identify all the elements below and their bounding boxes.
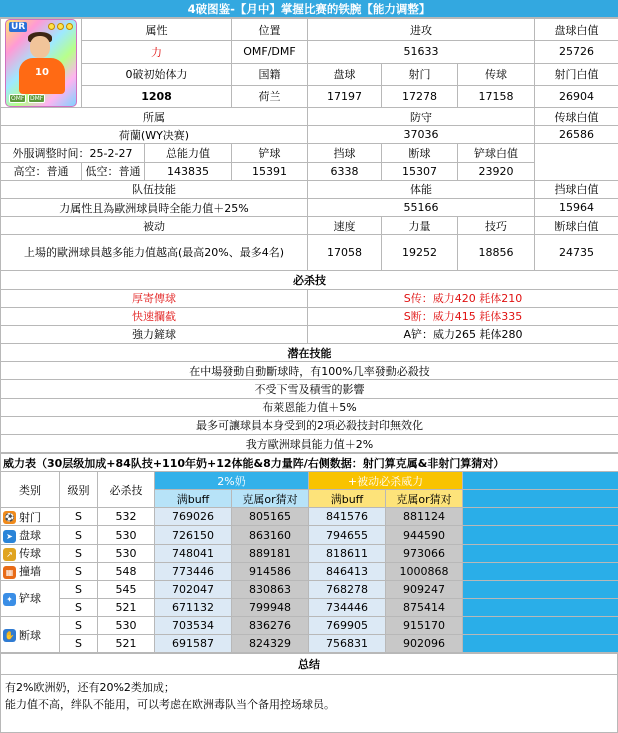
value-initial-stamina: 1208 xyxy=(82,85,232,107)
col-full-buff: 满buff xyxy=(309,490,386,508)
skill-name: 厚寄傳球 xyxy=(1,289,308,307)
adjust-date: 外服调整时间：25-2-27 xyxy=(1,144,145,162)
value-cell: 863160 xyxy=(232,526,309,544)
value-cell: 836276 xyxy=(232,616,309,634)
category-label: 传球 xyxy=(19,547,41,561)
blue-filler xyxy=(463,508,618,526)
category-label: 盘球 xyxy=(19,529,41,543)
value-defense: 37036 xyxy=(308,126,535,144)
skill-power-cell: 532 xyxy=(98,508,155,526)
label-block: 挡球 xyxy=(308,144,382,162)
potential-skill: 我方歐洲球員能力值＋2% xyxy=(1,435,618,453)
level-cell: S xyxy=(60,635,98,653)
value-cell: 748041 xyxy=(155,544,232,562)
value-strength: 19252 xyxy=(382,235,458,271)
skill-power-cell: 545 xyxy=(98,580,155,598)
value-cell: 875414 xyxy=(386,598,463,616)
value-cell: 671132 xyxy=(155,598,232,616)
value-nationality: 荷兰 xyxy=(232,85,308,107)
value-cell: 702047 xyxy=(155,580,232,598)
label-attribute: 属性 xyxy=(82,19,232,41)
skill-name: 強力鏟球 xyxy=(1,325,308,343)
value-cell: 769026 xyxy=(155,508,232,526)
value-cell: 799948 xyxy=(232,598,309,616)
label-attack: 进攻 xyxy=(308,19,535,41)
skill-desc: S断：威力415 耗体335 xyxy=(308,307,618,325)
label-shoot-white: 射门白值 xyxy=(535,63,618,85)
blue-filler xyxy=(463,472,618,490)
value-cell: 769905 xyxy=(309,616,386,634)
value-cell: 902096 xyxy=(386,635,463,653)
value-cell: 794655 xyxy=(309,526,386,544)
label-dribble-white: 盘球白值 xyxy=(535,19,618,41)
value-dribble-white: 25726 xyxy=(535,41,618,63)
player-card-image xyxy=(5,19,77,107)
label-passive: 被动 xyxy=(1,217,308,235)
player-shirt: 10 xyxy=(19,58,65,94)
value-technique: 18856 xyxy=(458,235,535,271)
position-tag: DMF xyxy=(30,95,44,102)
power-table-title: 威力表（30层级加成+84队技+110年奶+12体能&8力量阵/右侧数据：射门算克属&非射门算猜对） xyxy=(1,454,618,472)
label-intercept-white: 断球白值 xyxy=(535,217,618,235)
label-dribble: 盘球 xyxy=(308,63,382,85)
skill-desc: A铲：威力265 耗体280 xyxy=(308,325,618,343)
col-level: 级别 xyxy=(60,472,98,508)
skill-power-cell: 530 xyxy=(98,526,155,544)
value-stamina: 55166 xyxy=(308,198,535,216)
wall-pass-icon: ▦ xyxy=(3,566,16,579)
value-block-white: 15964 xyxy=(535,198,618,216)
value-cell: 734446 xyxy=(309,598,386,616)
summary-line: 能力值不高，绊队不能用，可以考虑在欧洲毒队当个备用控场球员。 xyxy=(5,698,335,712)
potential-skill: 在中場發動自動斷球時，有100%几率發動必殺技 xyxy=(1,362,618,380)
player-face xyxy=(30,36,50,58)
summary-table xyxy=(0,653,618,733)
value-cell: 805165 xyxy=(232,508,309,526)
category-label: 撞墙 xyxy=(19,565,41,579)
summary-header: 总结 xyxy=(1,654,618,675)
label-tackle-white: 铲球白值 xyxy=(458,144,535,162)
label-technique: 技巧 xyxy=(458,217,535,235)
label-pass: 传球 xyxy=(458,63,535,85)
skill-power-cell: 521 xyxy=(98,598,155,616)
star-icon xyxy=(57,23,64,30)
label-initial-stamina: 0破初始体力 xyxy=(82,63,232,85)
value-attack: 51633 xyxy=(308,41,535,63)
value-cell: 914586 xyxy=(232,562,309,580)
value-cell: 830863 xyxy=(232,580,309,598)
value-shoot-white: 26904 xyxy=(535,85,618,107)
value-intercept: 15307 xyxy=(382,162,458,180)
value-intercept-white: 24735 xyxy=(535,235,618,271)
blue-filler xyxy=(463,598,618,616)
section-potential-skills: 潜在技能 xyxy=(1,344,618,362)
skill-power-cell: 521 xyxy=(98,635,155,653)
section-special-skills: 必杀技 xyxy=(1,271,618,289)
blue-filler xyxy=(463,526,618,544)
value-cell: 703534 xyxy=(155,616,232,634)
col-counter: 克属or猜对 xyxy=(232,490,309,508)
value-cell: 691587 xyxy=(155,635,232,653)
page-title: 4破图鉴-【月中】掌握比赛的铁腕【能力调整】 xyxy=(0,0,618,18)
high-ball: 高空：普通 xyxy=(1,162,82,180)
label-team-skill: 队伍技能 xyxy=(1,180,308,198)
level-cell: S xyxy=(60,580,98,598)
info-table xyxy=(0,18,618,453)
potential-skill: 不受下雪及積雪的影響 xyxy=(1,380,618,398)
level-cell: S xyxy=(60,526,98,544)
value-cell: 818611 xyxy=(309,544,386,562)
value-cell: 909247 xyxy=(386,580,463,598)
label-stamina: 体能 xyxy=(308,180,535,198)
label-defense: 防守 xyxy=(308,108,535,126)
value-speed: 17058 xyxy=(308,235,382,271)
skill-power-cell: 530 xyxy=(98,544,155,562)
value-total-power: 143835 xyxy=(145,162,232,180)
skill-name: 快速攔截 xyxy=(1,307,308,325)
value-passive: 上場的歐洲球員越多能力值越高(最高20%、最多4名) xyxy=(1,235,308,271)
value-cell: 889181 xyxy=(232,544,309,562)
power-table xyxy=(0,453,618,653)
potential-skill: 最多可讓球員本身受到的2項必殺技封印無效化 xyxy=(1,416,618,434)
value-block: 6338 xyxy=(308,162,382,180)
value-attribute: 力 xyxy=(82,41,232,63)
label-pass-white: 传球白值 xyxy=(535,108,618,126)
low-ball: 低空：普通 xyxy=(82,162,145,180)
label-team: 所属 xyxy=(1,108,308,126)
value-cell: 915170 xyxy=(386,616,463,634)
label-shoot: 射门 xyxy=(382,63,458,85)
blue-filler xyxy=(463,562,618,580)
category-label: 射门 xyxy=(19,510,41,524)
value-cell: 1000868 xyxy=(386,562,463,580)
value-cell: 973066 xyxy=(386,544,463,562)
label-speed: 速度 xyxy=(308,217,382,235)
value-cell: 846413 xyxy=(309,562,386,580)
level-cell: S xyxy=(60,616,98,634)
col-skill-power: 必杀技 xyxy=(98,472,155,508)
value-cell: 824329 xyxy=(232,635,309,653)
category-label: 断球 xyxy=(19,628,41,642)
blue-filler xyxy=(463,616,618,634)
value-tackle-white: 23920 xyxy=(458,162,535,180)
star-icon xyxy=(66,23,73,30)
level-cell: S xyxy=(60,508,98,526)
col-full-buff: 满buff xyxy=(155,490,232,508)
blue-filler xyxy=(463,635,618,653)
value-team: 荷蘭(WY决赛) xyxy=(1,126,308,144)
value-team-skill: 力属性且為歐洲球員時全能力值＋25% xyxy=(1,198,308,216)
label-intercept: 断球 xyxy=(382,144,458,162)
label-total-power: 总能力值 xyxy=(145,144,232,162)
value-cell: 756831 xyxy=(309,635,386,653)
value-pass: 17158 xyxy=(458,85,535,107)
summary-line: 有2%欧洲奶，还有20%2类加成； xyxy=(5,681,175,695)
intercept-icon: ✋ xyxy=(4,631,15,641)
blue-filler xyxy=(463,490,618,508)
value-pass-white: 26586 xyxy=(535,126,618,144)
value-cell: 944590 xyxy=(386,526,463,544)
value-cell: 768278 xyxy=(309,580,386,598)
value-shoot: 17278 xyxy=(382,85,458,107)
tackle-icon: ✦ xyxy=(3,593,16,606)
value-tackle: 15391 xyxy=(232,162,308,180)
value-position: OMF/DMF xyxy=(232,41,308,63)
label-position: 位置 xyxy=(232,19,308,41)
label-block-white: 挡球白值 xyxy=(535,180,618,198)
level-cell: S xyxy=(60,544,98,562)
value-cell: 841576 xyxy=(309,508,386,526)
potential-skill: 布萊恩能力值＋5% xyxy=(1,398,618,416)
col-group-passive: +被动必杀威力 xyxy=(309,472,463,490)
skill-power-cell: 548 xyxy=(98,562,155,580)
level-cell: S xyxy=(60,562,98,580)
category-cell xyxy=(1,616,60,652)
shoot-icon: ⚽ xyxy=(4,513,15,523)
dribble-icon: ➤ xyxy=(3,530,16,543)
label-tackle: 铲球 xyxy=(232,144,308,162)
category-cell xyxy=(1,508,60,526)
col-category: 类别 xyxy=(1,472,60,508)
level-cell: S xyxy=(60,598,98,616)
value-cell: 881124 xyxy=(386,508,463,526)
skill-desc: S传：威力420 耗体210 xyxy=(308,289,618,307)
category-cell xyxy=(1,562,60,580)
category-cell xyxy=(1,580,60,616)
blue-filler xyxy=(463,580,618,598)
label-nationality: 国籍 xyxy=(232,63,308,85)
label-strength: 力量 xyxy=(382,217,458,235)
category-label: 铲球 xyxy=(19,592,41,606)
col-counter: 克属or猜对 xyxy=(386,490,463,508)
blue-filler xyxy=(463,544,618,562)
pass-icon: ↗ xyxy=(3,548,16,561)
player-card xyxy=(1,19,82,108)
value-cell: 726150 xyxy=(155,526,232,544)
col-group-2pct: 2%奶 xyxy=(155,472,309,490)
value-cell: 773446 xyxy=(155,562,232,580)
star-icon xyxy=(48,23,55,30)
position-tag: OMF xyxy=(11,95,25,102)
summary-body xyxy=(1,675,618,733)
skill-power-cell: 530 xyxy=(98,616,155,634)
category-cell xyxy=(1,544,60,562)
rarity-badge: UR xyxy=(11,22,26,32)
category-cell xyxy=(1,526,60,544)
value-dribble: 17197 xyxy=(308,85,382,107)
